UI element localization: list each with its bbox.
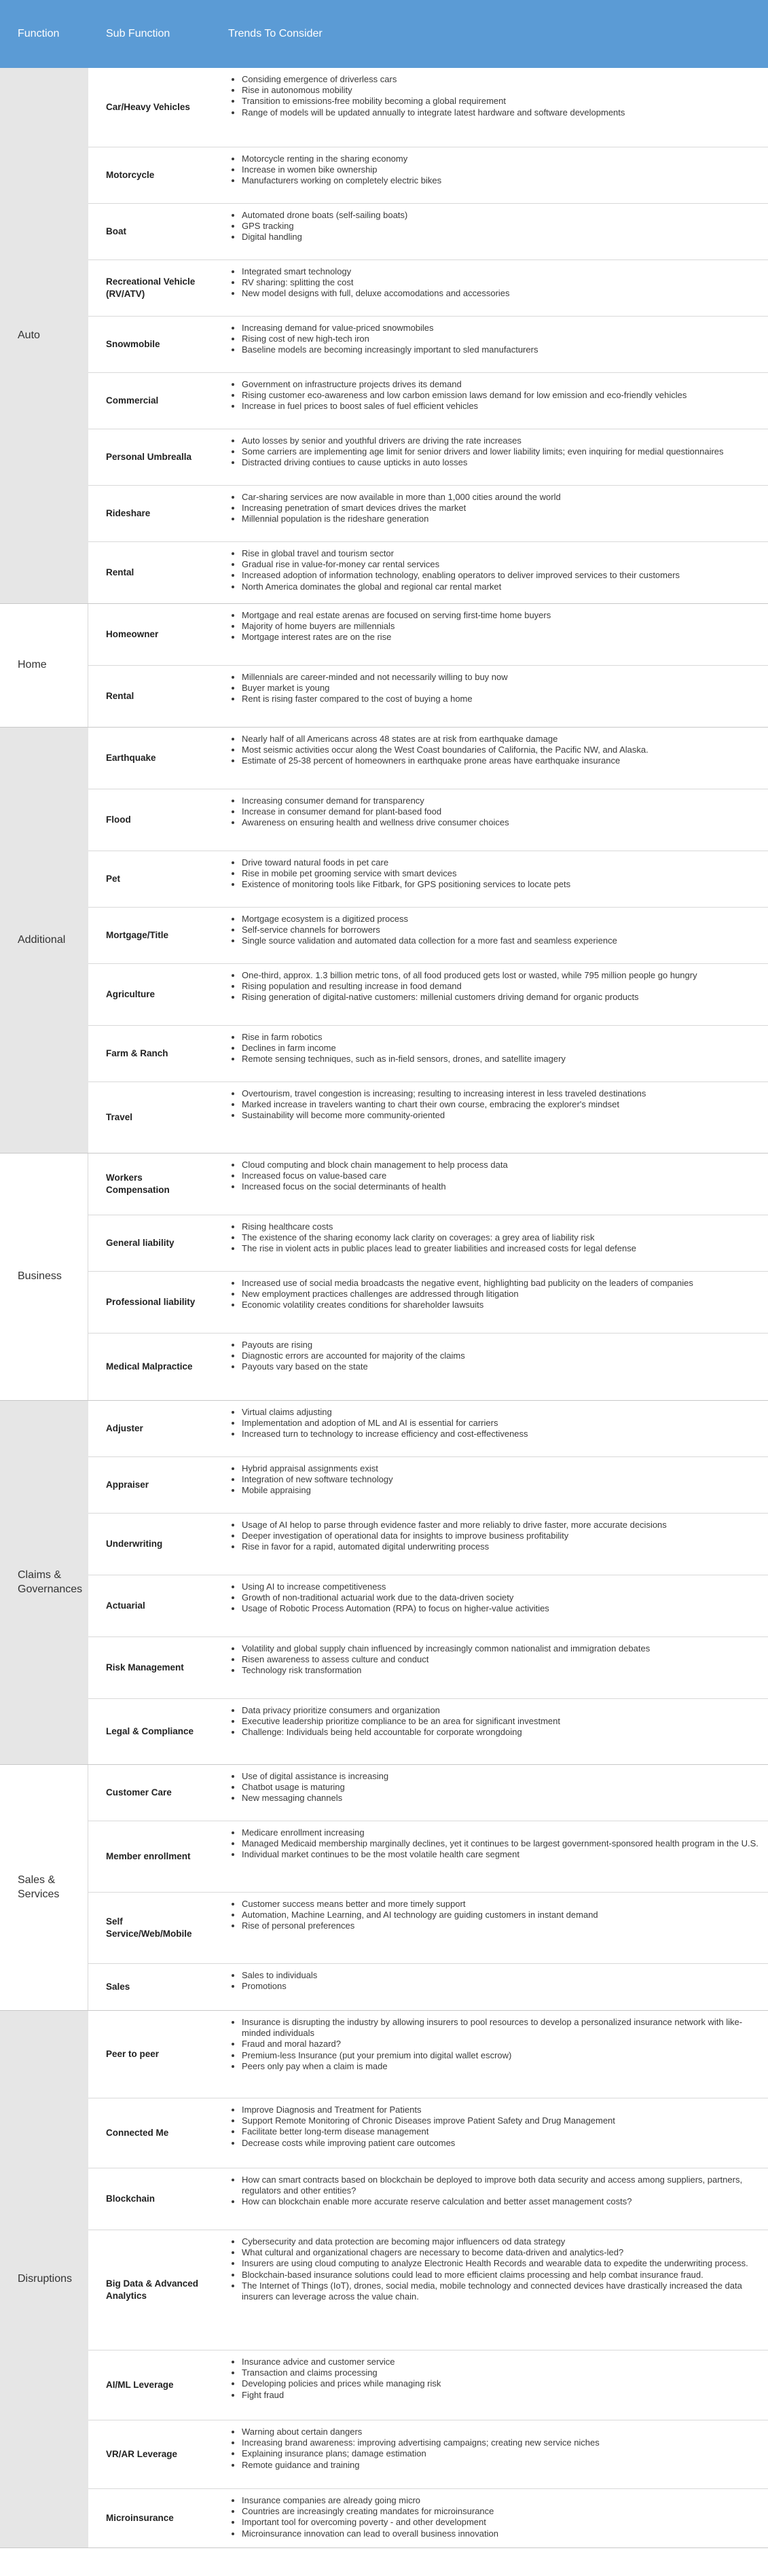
table-row — [88, 1893, 768, 1964]
trend-item: • Rising healthcare costs — [242, 1221, 768, 1232]
trend-item: • Increasing brand awareness: improving advertising campaigns; creating new service niches — [242, 2437, 768, 2448]
trend-item: • Rise in autonomous mobility — [242, 85, 768, 96]
trend-item: • Executive leadership prioritize compliance to be an area for significant investment — [242, 1716, 768, 1727]
trends-list — [211, 429, 768, 485]
trend-item: • Rise in favor for a rapid, automated digital underwriting process — [242, 1541, 768, 1552]
trend-item: • Usage of Robotic Process Automation (RPA) to focus on higher-value activities — [242, 1603, 768, 1614]
function-group — [0, 604, 768, 728]
sub-function-label: Recreational Vehicle (RV/ATV) — [106, 276, 196, 299]
trend-item: • Chatbot usage is maturing — [242, 1782, 768, 1793]
trend-item: • Deeper investigation of operational data for insights to improve business profitability — [242, 1531, 768, 1541]
trend-item: • GPS tracking — [242, 221, 768, 232]
table-row — [88, 2230, 768, 2350]
table-row — [88, 1575, 768, 1637]
trend-item: • What cultural and organizational chagers are necessary to become data-driven and analytics-led? — [242, 2247, 768, 2258]
sub-function-label: Car/Heavy Vehicles — [106, 102, 190, 113]
table-row — [88, 789, 768, 851]
table-row — [88, 1082, 768, 1153]
trend-item: • Managed Medicaid membership marginally declines, yet it continues to be largest government-sponsored health program in the U.S. — [242, 1838, 768, 1849]
trend-item: • New employment practices challenges are addressed through litigation — [242, 1289, 768, 1300]
header-trends: Trends To Consider — [228, 28, 323, 39]
trends-list — [211, 1082, 768, 1153]
trends-list — [211, 1334, 768, 1400]
trend-item: • Peers only pay when a claim is made — [242, 2061, 768, 2072]
sub-function-label: General liability — [106, 1238, 175, 1249]
trend-item: • Motorcycle renting in the sharing economy — [242, 154, 768, 164]
trend-item: • Sustainability will become more community-oriented — [242, 1110, 768, 1121]
trend-item: • Risen awareness to assess culture and conduct — [242, 1654, 768, 1665]
trend-item: • Customer success means better and more timely support — [242, 1899, 768, 1910]
trend-item: • Existence of monitoring tools like Fitbark, for GPS positioning services to locate pets — [242, 879, 768, 890]
trend-item: • Increasing demand for value-priced snowmobiles — [242, 323, 768, 334]
trend-item: • Premium-less Insurance (put your premium into digital wallet escrow) — [242, 2050, 768, 2061]
trends-list — [211, 1457, 768, 1513]
trend-item: • Payouts are rising — [242, 1340, 768, 1350]
function-group — [0, 1401, 768, 1765]
trends-list — [211, 147, 768, 203]
trend-item: • Challenge: Individuals being held accountable for corporate wrongdoing — [242, 1727, 768, 1738]
trend-item: • Explaining insurance plans; damage estimation — [242, 2448, 768, 2459]
sub-function-label: Commercial — [106, 395, 159, 406]
trends-list — [211, 1765, 768, 1821]
sub-function-label: Medical Malpractice — [106, 1361, 193, 1372]
trend-item: • Use of digital assistance is increasing — [242, 1771, 768, 1782]
trend-item: • The existence of the sharing economy lack clarity on coverages: a grey area of liability risk — [242, 1232, 768, 1243]
table-row — [88, 317, 768, 373]
trend-item: • Using AI to increase competitiveness — [242, 1581, 768, 1592]
trend-item: • Insurance companies are already going micro — [242, 2495, 768, 2506]
trend-item: • Sales to individuals — [242, 1970, 768, 1981]
header-sub-function: Sub Function — [106, 28, 170, 39]
trend-item: • The Internet of Things (IoT), drones, social media, mobile technology and connected devices have drastically increased the data insurers can leverage across the value chain. — [242, 2280, 768, 2302]
trend-item: • How can blockchain enable more accurate reserve calculation and better asset management costs? — [242, 2196, 768, 2207]
trend-item: • Rent is rising faster compared to the cost of buying a home — [242, 694, 768, 704]
function-label: Claims & Governances — [0, 1401, 88, 1764]
sub-function-label: Agriculture — [106, 989, 156, 1000]
function-label: Auto — [0, 68, 88, 603]
sub-function-label: Risk Management — [106, 1662, 184, 1673]
sub-function-rows — [88, 2011, 768, 2547]
trend-item: • Integrated smart technology — [242, 266, 768, 277]
trends-list — [211, 1637, 768, 1698]
trends-list — [211, 542, 768, 603]
trend-item: • RV sharing: splitting the cost — [242, 277, 768, 288]
trends-list — [211, 1514, 768, 1575]
trend-item: • Increase in fuel prices to boost sales of fuel efficient vehicles — [242, 401, 768, 412]
sub-function-label: Motorcycle — [106, 170, 155, 181]
trends-list — [211, 1575, 768, 1636]
sub-function-label: Boat — [106, 226, 126, 237]
trends-list — [211, 260, 768, 316]
trend-item: • Diagnostic errors are accounted for majority of the claims — [242, 1350, 768, 1361]
function-group — [0, 1765, 768, 2011]
trends-list — [211, 851, 768, 907]
trends-list — [211, 1153, 768, 1215]
trend-item: • Increasing consumer demand for transparency — [242, 795, 768, 806]
trends-list — [211, 2098, 768, 2168]
trend-item: • Car-sharing services are now available in more than 1,000 cities around the world — [242, 492, 768, 503]
table-row — [88, 604, 768, 666]
function-group — [0, 68, 768, 604]
trends-list — [211, 2489, 768, 2547]
table-row — [88, 542, 768, 603]
sub-function-label: Member enrollment — [106, 1851, 191, 1862]
table-row — [88, 964, 768, 1026]
table-row — [88, 1272, 768, 1334]
table-row — [88, 908, 768, 964]
trend-item: • Data privacy prioritize consumers and organization — [242, 1705, 768, 1716]
sub-function-label: Homeowner — [106, 629, 159, 640]
trend-item: • Increased adoption of information technology, enabling operators to deliver improved services to their customers — [242, 570, 768, 581]
sub-function-label: Farm & Ranch — [106, 1048, 168, 1059]
table-row — [88, 1699, 768, 1764]
sub-function-label: Earthquake — [106, 753, 156, 764]
sub-function-label: Appraiser — [106, 1480, 149, 1490]
trends-list — [211, 964, 768, 1025]
sub-function-label: Professional liability — [106, 1297, 196, 1308]
function-group — [0, 1153, 768, 1401]
sub-function-label: Blockchain — [106, 2194, 156, 2204]
trend-item: • Volatility and global supply chain influenced by increasingly common nationalist and immigration debates — [242, 1643, 768, 1654]
trend-item: • Remote guidance and training — [242, 2460, 768, 2471]
trend-item: • Digital handling — [242, 232, 768, 243]
sub-function-label: Adjuster — [106, 1423, 143, 1434]
trend-item: • Awareness on ensuring health and wellness drive consumer choices — [242, 817, 768, 828]
trends-list — [211, 486, 768, 541]
trends-list — [211, 1893, 768, 1963]
function-label: Disruptions — [0, 2011, 88, 2547]
trend-item: • Single source validation and automated data collection for a more fast and seamless experience — [242, 935, 768, 946]
table-row — [88, 1401, 768, 1457]
trend-item: • North America dominates the global and regional car rental market — [242, 582, 768, 592]
trend-item: • Mortgage and real estate arenas are focused on serving first-time home buyers — [242, 610, 768, 621]
trend-item: • Hybrid appraisal assignments exist — [242, 1463, 768, 1474]
trends-list — [211, 1215, 768, 1271]
trend-item: • Important tool for overcoming poverty - and other development — [242, 2517, 768, 2528]
trends-list — [211, 317, 768, 372]
trend-item: • Transaction and claims processing — [242, 2367, 768, 2378]
trend-item: • Rise in global travel and tourism sector — [242, 548, 768, 559]
trend-item: • Remote sensing techniques, such as in-field sensors, drones, and satellite imagery — [242, 1054, 768, 1065]
sub-function-label: Mortgage/Title — [106, 930, 169, 941]
table-row — [88, 1765, 768, 1821]
trend-item: • Increase in women bike ownership — [242, 164, 768, 175]
table-row — [88, 68, 768, 147]
trend-item: • Increase in consumer demand for plant-based food — [242, 806, 768, 817]
trend-item: • Rising customer eco-awareness and low carbon emission laws demand for low emission and eco-friendly vehicles — [242, 390, 768, 401]
trend-item: • Countries are increasingly creating mandates for microinsurance — [242, 2506, 768, 2517]
trends-list — [211, 728, 768, 789]
table-row — [88, 1821, 768, 1893]
trend-item: • Economic volatility creates conditions for shareholder lawsuits — [242, 1300, 768, 1310]
trends-list — [211, 68, 768, 147]
trend-item: • Virtual claims adjusting — [242, 1407, 768, 1418]
trends-list — [211, 2230, 768, 2350]
trend-item: • Majority of home buyers are millennials — [242, 621, 768, 632]
trend-item: • Improve Diagnosis and Treatment for Patients — [242, 2105, 768, 2115]
function-label: Home — [0, 604, 88, 727]
sub-function-label: Rental — [106, 567, 134, 578]
trend-item: • Increased focus on value-based care — [242, 1170, 768, 1181]
sub-function-label: Self Service/Web/Mobile — [106, 1916, 192, 1939]
sub-function-label: VR/AR Leverage — [106, 2449, 178, 2460]
trend-item: • Blockchain-based insurance solutions could lead to more efficient claims processing and help combat insurance fraud. — [242, 2270, 768, 2280]
trend-item: • Warning about certain dangers — [242, 2427, 768, 2437]
trend-item: • Increasing penetration of smart devices drives the market — [242, 503, 768, 514]
trend-item: • Rise of personal preferences — [242, 1920, 768, 1931]
table-header — [0, 0, 768, 68]
table-row — [88, 2011, 768, 2098]
table-row — [88, 851, 768, 908]
trend-item: • Baseline models are becoming increasingly important to sled manufacturers — [242, 344, 768, 355]
function-group — [0, 2011, 768, 2548]
trend-item: • Buyer market is young — [242, 683, 768, 694]
sub-function-label: Flood — [106, 815, 131, 825]
trends-list — [211, 1821, 768, 1892]
trend-item: • Decrease costs while improving patient care outcomes — [242, 2138, 768, 2149]
trend-item: • Rising cost of new high-tech iron — [242, 334, 768, 344]
trend-item: • Increased use of social media broadcasts the negative event, highlighting bad publicity on the leaders of companies — [242, 1278, 768, 1289]
trend-item: • Payouts vary based on the state — [242, 1361, 768, 1372]
table-row — [88, 2350, 768, 2420]
sub-function-label: Personal Umbrealla — [106, 452, 192, 463]
table-row — [88, 1153, 768, 1215]
table-row — [88, 2489, 768, 2547]
sub-function-rows — [88, 68, 768, 603]
trend-item: • Medicare enrollment increasing — [242, 1827, 768, 1838]
trends-list — [211, 2350, 768, 2420]
trend-item: • Overtourism, travel congestion is increasing; resulting to increasing interest in less traveled destinations — [242, 1088, 768, 1099]
trend-item: • Fraud and moral hazard? — [242, 2039, 768, 2050]
trend-item: • Government on infrastructure projects drives its demand — [242, 379, 768, 390]
table-row — [88, 2098, 768, 2168]
trend-item: • Insurance is disrupting the industry by allowing insurers to pool resources to develop a personalized insurance network with like-minded individuals — [242, 2017, 768, 2039]
trend-item: • New model designs with full, deluxe accomodations and accessories — [242, 288, 768, 299]
sub-function-label: Pet — [106, 874, 121, 884]
trends-list — [211, 2011, 768, 2098]
trend-item: • Facilitate better long-term disease management — [242, 2126, 768, 2137]
trend-item: • Increased focus on the social determinants of health — [242, 1181, 768, 1192]
trend-item: • Mortgage interest rates are on the rise — [242, 632, 768, 643]
sub-function-rows — [88, 1765, 768, 2010]
trends-list — [211, 2168, 768, 2230]
table-row — [88, 1637, 768, 1699]
table-row — [88, 260, 768, 317]
trends-list — [211, 373, 768, 429]
trend-item: • Some carriers are implementing age limit for senior drivers and lower liability limits; even inquiring for medial questionnaires — [242, 446, 768, 457]
sub-function-rows — [88, 604, 768, 727]
trend-item: • Developing policies and prices while managing risk — [242, 2378, 768, 2389]
table-row — [88, 2168, 768, 2230]
trend-item: • Most seismic activities occur along the West Coast boundaries of California, the Pacific NW, and Alaska. — [242, 745, 768, 755]
trend-item: • Auto losses by senior and youthful drivers are driving the rate increases — [242, 435, 768, 446]
trend-item: • Nearly half of all Americans across 48 states are at risk from earthquake damage — [242, 734, 768, 745]
sub-function-rows — [88, 1401, 768, 1764]
trend-item: • Gradual rise in value-for-money car rental services — [242, 559, 768, 570]
trends-list — [211, 1401, 768, 1456]
trend-item: • Drive toward natural foods in pet care — [242, 857, 768, 868]
table-row — [88, 429, 768, 486]
sub-function-label: Snowmobile — [106, 339, 160, 350]
trend-item: • Self-service channels for borrowers — [242, 925, 768, 935]
sub-function-label: Big Data & Advanced Analytics — [106, 2278, 199, 2301]
trends-list — [211, 1026, 768, 1081]
trend-item: • Considing emergence of driverless cars — [242, 74, 768, 85]
header-function: Function — [18, 28, 60, 39]
table-row — [88, 666, 768, 727]
function-label: Business — [0, 1153, 88, 1400]
table-body — [0, 68, 768, 2548]
trends-list — [211, 2420, 768, 2488]
trends-list — [211, 1964, 768, 2010]
trend-item: • Insurance advice and customer service — [242, 2357, 768, 2367]
trends-list — [211, 908, 768, 963]
trend-item: • Mobile appraising — [242, 1485, 768, 1496]
trend-item: • Transition to emissions-free mobility becoming a global requirement — [242, 96, 768, 107]
trend-item: • Millennial population is the rideshare generation — [242, 514, 768, 524]
trend-item: • Promotions — [242, 1981, 768, 1992]
sub-function-label: Workers Compensation — [106, 1173, 170, 1195]
table-row — [88, 373, 768, 429]
trend-item: • Increased turn to technology to increase efficiency and cost-effectiveness — [242, 1429, 768, 1439]
trend-item: • Insurers are using cloud computing to analyze Electronic Health Records and wearable data to expedite the underwriting process. — [242, 2258, 768, 2269]
function-group — [0, 728, 768, 1153]
trend-item: • How can smart contracts based on blockchain be deployed to improve both data security and access among suppliers, partners, regulators and other entities? — [242, 2175, 768, 2196]
table-row — [88, 728, 768, 789]
trend-item: • Range of models will be updated annually to integrate latest hardware and software developments — [242, 107, 768, 118]
sub-function-rows — [88, 728, 768, 1153]
sub-function-label: AI/ML Leverage — [106, 2380, 174, 2391]
sub-function-label: Underwriting — [106, 1539, 163, 1550]
trend-item: • Individual market continues to be the most volatile health care segment — [242, 1849, 768, 1860]
table-row — [88, 1514, 768, 1575]
sub-function-label: Rental — [106, 691, 134, 702]
trend-item: • Manufacturers working on completely electric bikes — [242, 175, 768, 186]
trend-item: • Support Remote Monitoring of Chronic Diseases improve Patient Safety and Drug Management — [242, 2115, 768, 2126]
sub-function-label: Travel — [106, 1112, 133, 1123]
trend-item: • Automated drone boats (self-sailing boats) — [242, 210, 768, 221]
table-row — [88, 1026, 768, 1082]
sub-function-label: Legal & Compliance — [106, 1726, 194, 1737]
trend-item: • The rise in violent acts in public places lead to greater liabilities and increased costs for legal defense — [242, 1243, 768, 1254]
table-row — [88, 147, 768, 204]
trend-item: • Cybersecurity and data protection are becoming major influencers od data strategy — [242, 2236, 768, 2247]
table-row — [88, 1457, 768, 1514]
trend-item: • Estimate of 25-38 percent of homeowners in earthquake prone areas have earthquake insurance — [242, 755, 768, 766]
trends-list — [211, 1272, 768, 1333]
trend-item: • Automation, Machine Learning, and AI technology are guiding customers in instant demand — [242, 1910, 768, 1920]
trend-item: • Technology risk transformation — [242, 1665, 768, 1676]
table-row — [88, 1215, 768, 1272]
function-label: Sales & Services — [0, 1765, 88, 2010]
trend-item: • Microinsurance innovation can lead to overall business innovation — [242, 2528, 768, 2539]
function-label: Additional — [0, 728, 88, 1153]
sub-function-label: Microinsurance — [106, 2513, 174, 2524]
trends-list — [211, 204, 768, 260]
trend-item: • Rise in farm robotics — [242, 1032, 768, 1043]
table-row — [88, 1964, 768, 2010]
trend-item: • Cloud computing and block chain management to help process data — [242, 1160, 768, 1170]
trends-list — [211, 666, 768, 727]
trend-item: • Declines in farm income — [242, 1043, 768, 1054]
trend-item: • Mortgage ecosystem is a digitized process — [242, 914, 768, 925]
table-row — [88, 486, 768, 542]
sub-function-label: Customer Care — [106, 1787, 172, 1798]
table-row — [88, 2420, 768, 2489]
sub-function-label: Peer to peer — [106, 2049, 160, 2060]
trend-item: • Marked increase in travelers wanting to chart their own course, embracing the explorer's mindset — [242, 1099, 768, 1110]
sub-function-label: Sales — [106, 1982, 130, 1992]
trend-item: • Fight fraud — [242, 2390, 768, 2401]
trend-item: • Distracted driving contiues to cause upticks in auto losses — [242, 457, 768, 468]
trend-item: • Rising population and resulting increase in food demand — [242, 981, 768, 992]
trends-list — [211, 789, 768, 851]
trend-item: • Growth of non-traditional actuarial work due to the data-driven society — [242, 1592, 768, 1603]
table-row — [88, 204, 768, 260]
trend-item: • Integration of new software technology — [242, 1474, 768, 1485]
trend-item: • Usage of AI helop to parse through evidence faster and more reliably to drive faster, more accurate decisions — [242, 1520, 768, 1531]
trend-item: • New messaging channels — [242, 1793, 768, 1804]
trends-list — [211, 1699, 768, 1764]
trend-item: • Millennials are career-minded and not necessarily willing to buy now — [242, 672, 768, 683]
trend-item: • One-third, approx. 1.3 billion metric tons, of all food produced gets lost or wasted, while 795 million people go hungry — [242, 970, 768, 981]
trend-item: • Implementation and adoption of ML and AI is essential for carriers — [242, 1418, 768, 1429]
sub-function-label: Rideshare — [106, 508, 151, 519]
sub-function-label: Actuarial — [106, 1600, 145, 1611]
trends-list — [211, 604, 768, 665]
trend-item: • Rising generation of digital-native customers: millenial customers driving demand for organic products — [242, 992, 768, 1003]
sub-function-label: Connected Me — [106, 2128, 169, 2139]
table-row — [88, 1334, 768, 1400]
trend-item: • Rise in mobile pet grooming service with smart devices — [242, 868, 768, 879]
sub-function-rows — [88, 1153, 768, 1400]
